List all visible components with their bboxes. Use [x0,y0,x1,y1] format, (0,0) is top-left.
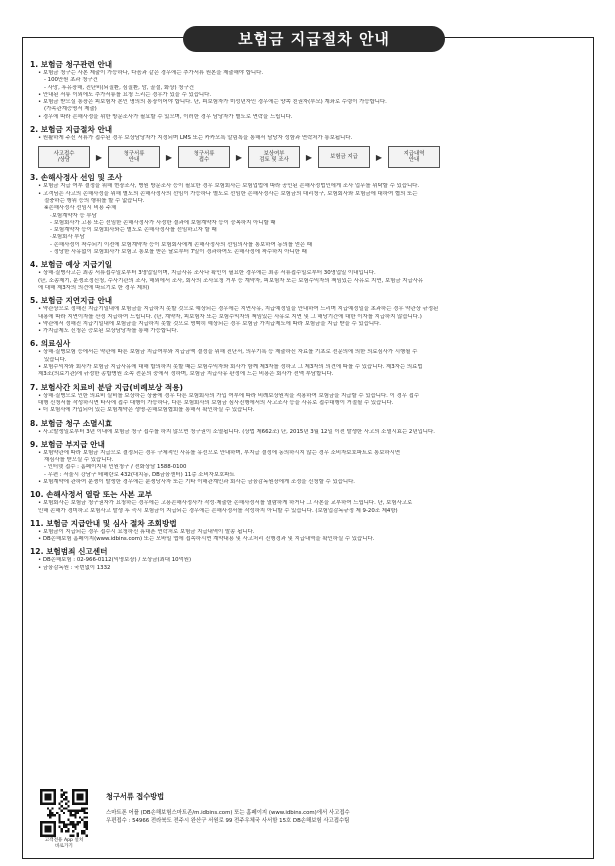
section-8 [30,419,588,436]
text-line: • DB손해보험 홈페이지(www.idbins.com) 또는 모바일 앱에 접속하시면 계약내용 및 사고처리 진행경과 및 지급내역을 확인하실 수 있습니다. [38,536,375,543]
text-line: - 손해사정이 착수되기 이전에 보험계약자 등이 보험회사에게 손해사정사의 선임의사를 통보하여 동의를 얻은 때 [50,241,313,248]
section-body [30,450,588,486]
section-body [30,429,588,436]
section-title: 1. 보험금 청구관련 안내 [30,60,113,69]
arrow-right-icon: ▶ [165,152,173,162]
footer-line-app: 스마트폰 어플 (DB손해보험스마트존/m.idbins.com) 또는 홈페이지 (www.idbins.com)에서 사고접수 [106,810,350,816]
section-title: 8. 보험금 청구 소멸시효 [30,418,113,428]
arrow-right-icon: ▶ [95,152,103,162]
section-11 [30,519,588,544]
flow-step-label: /상담 [57,157,71,164]
text-line: 제3조(의료기관)에 규정한 종합병원 소속 전문의 중에서 정하며, 보험금 지급사유 판정에 드는 비용은 회사가 전액 부담합니다. [38,371,334,378]
qr-code-icon[interactable] [40,789,88,837]
text-line: • 보험금 청구는 사본 제출이 가능하나, 다음과 같은 경우에는 추가서류 원본을 제출해야 합니다. [38,70,264,76]
text-line: ·보험계약자 등 부담 [50,212,97,219]
text-line: • 보험회사는 보험금 청구권자가 요청하는 경우에는 고용손해사정사가 작성·제출한 손해사정서를 열람하게 하거나 그 사본을 교부하여 드립니다. 단, 보험사고로 [38,500,413,507]
text-line: 인해 손해가 경미하고 보험사고 발생 후 즉시 보험금이 지급되는 경우에는 손해사정서를 작성하지 아니할 수 있습니다. (보험업감독규정 제 9-20조 제4항) [38,507,398,514]
text-line: 있습니다. [44,356,67,363]
text-line: 절충하는 행위 등의 행위를 할 수 없습니다. [44,197,145,204]
text-line: • 안내된 서류 이외에도 추가서류를 요청 드리는 경우가 있을 수 있습니다. [38,91,212,98]
flow-step-label: 청구서류 [193,150,215,157]
text-line: • 사고발생일로부터 3년 이내에 보험금 청구 접수를 하지 않으면 청구권이 소멸됩니다. (상법 제662조) 단, 2015년 3월 12일 이전 발생한 사고의 소멸시효는 2년입니다. [38,428,435,435]
text-line: • 보험금 받으실 통장은 피보험자 본인 명의의 통장이어야 합니다. 단, 피보험자가 미성년자인 경우에는 양쪽 친권자(부모) 계좌로 수령이 가능합니다. [38,99,387,106]
section-1 [30,60,588,121]
text-line: • 가지급제도 신청은 증보된 보상담당자를 통해 가능합니다. [38,328,179,335]
flow-step-label: 지급내역 [403,150,425,157]
flow-step [38,146,90,168]
section-body [30,500,588,515]
arrow-right-icon: ▶ [305,152,313,162]
section-body [30,349,588,378]
section-title: 6. 의료심사 [30,339,71,349]
text-line: - 사망, 후유장해, 진단비(뇌질환, 심질환, 암, 골절, 화상) 청구건 [44,84,194,91]
section-2 [30,125,588,169]
text-line: - 우편 : 서울시 강남구 테헤란로 432(대치동, DB금융센터) 11층 소비자보호파트 [44,471,235,478]
content-area [30,60,588,576]
text-line: • 보험금이 지급되는 경우 접수시 요청하신 휴대폰 연락처로 보험금 지급내역이 발송 됩니다. [38,528,255,535]
section-body [30,306,588,335]
text-line: • 금융감독원 : 국번없이 1332 [38,564,111,571]
text-line: • 더 보험사에 가입되어 있는 보험계약은 생명·손해보험협회를 통해서 확인하실 수 있습니다. [38,407,255,414]
section-body [30,557,588,572]
text-line: • 보험수익자와 회사가 보험금 지급사유에 대해 합의하지 못할 때는 보험수익자와 회사가 함께 제3자를 정하고 그 제3자의 의견에 따를 수 있습니다. 제3자는 의료법 [38,364,423,371]
text-line: • 경우에 따라 손해사정을 위한 방문조사가 필요할 수 있으며, 이러한 경우 담당자가 별도로 연락을 드립니다. [38,113,293,120]
flow-step [388,146,440,168]
section-body [30,529,588,544]
flow-step [108,146,160,168]
section-3 [30,173,588,256]
flow-step-label: 사고접수 [53,150,75,157]
flow-step-label: 청구서류 [123,150,145,157]
flow-step-label: 안내 [128,157,140,164]
text-line: 대행 신청서를 작성하시면 타사에 접수 대행이 가능하나, 다른 보험회사의 보험금 심사진행에서의 사고조사 등을 사유로 접수대행이 거절될 수 있습니다. [38,399,394,406]
footer-title: 청구서류 접수방법 [106,792,165,801]
section-title: 7. 보험사간 치료비 분담 지급(비례보상 적용) [30,382,184,392]
text-line: • 약관에서 정해진 지급기일내에 보험금을 지급하지 못할 것으로 명백히 예상되는 경우 보험금 가지급제도에 따라 보험금을 지급 받을 수 있습니다. [38,320,381,327]
flow-step [248,146,300,168]
text-line: • 상해·질병보험 등에서는 약관에 따른 보험금 지급여부와 지급금액 결정을 위해 진단서, 의무기록 등 제출하신 자료를 기초로 전문의에 의한 의료심사가 시행될 수 [38,349,418,356]
qr-caption-line-1: 고객전용 App 설치 [44,838,84,843]
arrow-right-icon: ▶ [235,152,243,162]
section-title: 3. 손해사정사 선임 및 조사 [30,173,123,183]
section-body [30,70,588,121]
text-line: ※손해사정사 선임시 비용 주체 [44,205,117,212]
flow-step-label: 검토 및 조사 [259,157,289,164]
section-9 [30,440,588,486]
text-line: • 보험금 지급 여부 결정을 위해 현장조사, 병원 방문조사 등이 필요한 경우 보험회사는 보험업법에 따라 공인된 손해사정법인에게 조사 업무를 위탁할 수 있습니다. [38,183,420,190]
section-body [30,270,588,292]
flow-step-label: 접수 [198,157,210,164]
footer-line-mail: 우편접수 : 54966 전라북도 전주시 완산구 서원로 99 전주우체국 사서함 15호 DB손해보험 사고접수팀 [106,818,350,824]
text-line: • 보험계약에 관하여 분쟁이 발생한 경우에는 분쟁당사자 또는 기타 이해관계인과 회사는 금융감독원장에게 조정을 신청할 수 있습니다. [38,478,356,485]
text-line: ·보험회사 부담 [50,234,85,241]
flow-step [318,146,370,168]
section-title: 2. 보험금 지급절차 안내 [30,125,113,135]
text-line: • DB손해보험 : 02-966-0112(익명보장) / 포상금(최대 10억원) [38,557,192,564]
text-line: • 보험약관에 따라 보험금 지급으로 결정되는 경우 구체적인 사유를 유선으로 안내하며, 부지급 결정에 동의하시지 않는 경우 소비자보호파트로 통보하시면 [38,449,401,456]
section-title: 12. 보험범죄 신고센터 [30,547,108,557]
text-line: • 상해·질병으로 인한 의료비 실비를 보상하는 상품에 경우 다른 보험회사의 가입 여부에 따라 비례보상원칙을 적용하여 보험금을 지급할 수 있습니다. 이 경우 접수 [38,392,420,399]
section-body [30,183,588,256]
flow-step-label: 보상여부 [263,150,285,157]
section-body [30,393,588,415]
section-4 [30,260,588,292]
section-body [30,135,588,142]
section-title: 10. 손해사정서 열람 또는 사본 교부 [30,490,153,500]
text-line: - 보험계약자 등이 보험회사와는 별도로 손해사정사를 선임하고자 할 때 [50,227,217,234]
text-line: - 정당한 사유없이 보험회사가 보험고 통보를 받은 날로부터 7일이 경과하여도 손해사정에 착수하지 아니한 때 [50,249,307,256]
text-line: • 고객님은 사고의 손해사정을 위해 별도의 손해사정사의 선임이 가능하나 별도로 선임한 손해사정사는 보험금의 대리청구, 보험회사와 보험금에 대하여 협의 또는 [38,190,418,197]
flow-step-label: 보험금 지급 [330,153,358,160]
flow-step-label: 안내 [408,157,420,164]
section-title: 9. 보험금 부지급 안내 [30,439,105,449]
text-line: (단, 소송제기, 분쟁조정신청, 수사기관의 조사, 해외에서 조사, 회사의 조사요청 거부 등 계약자, 피보험자 또는 보험수익자의 책임있는 사유로 지연, 보험금 지급사유 [38,277,424,284]
section-12 [30,547,588,572]
text-line: (가족관계증명서 제출) [44,106,97,113]
text-line: - 인터넷 접수 : 홈페이지내 민원청구 / 전화상담 1588-0100 [44,464,187,471]
section-title: 4. 보험금 예상 지급기일 [30,260,113,270]
qr-caption-line-2: 바로가기 [55,843,73,849]
section-title: 11. 보험금 지급안내 및 심사 절차 조회방법 [30,518,177,528]
text-line: 내용에 따라 지연이자를 산정 지급하여 드립니다. (단, 계약자, 피보험자 또는 보험수익자의 책임있는 사유로 지연 및 그 해당기간에 대한 이자를 지급하지 않습니다.) [38,313,422,320]
flow-step [178,146,230,168]
section-5 [30,296,588,335]
process-flow [38,145,588,169]
text-line: - 100만원 초과 청구건 [44,77,98,84]
text-line: • 상해·질병사고는 최종 서류접수일로부터 3영업일이며, 지급사유 조사나 확인이 필요한 경우에는 최종 서류접수일로부터 30영업일 이내입니다. [38,270,376,277]
page-title: 보험금 지급절차 안내 [183,26,445,52]
text-line: 에 대해 제3자의 의견에 따르기로 한 경우 제외) [38,284,150,291]
text-line: 재심사를 받으실 수 있습니다. [44,457,114,464]
section-6 [30,339,588,378]
section-title: 5. 보험금 지연지급 안내 [30,296,113,306]
arrow-right-icon: ▶ [375,152,383,162]
text-line: - 보험회사가 고용 또는 선임한 손해사정사가 사정한 결과에 보험계약자 등이 승복하지 아니할 때 [50,219,276,226]
section-7 [30,383,588,415]
qr-caption [40,838,88,849]
text-line: • 원활하게 주신 서류가 접수된 경우 보상담당자가 지정되며 LMS 또는 카카오톡 알림톡을 통해서 담당자 성함과 연락처가 통보됩니다. [38,135,353,142]
text-line: • 약관상으로 정해진 지급기일내에 보험금을 지급하지 못할 것으로 예상되는 경우에는 지연사유, 지급예정일을 안내하여 드리며 지급예정일을 초과하는 경우 약관상 규정된 [38,306,439,313]
section-10 [30,490,588,515]
footer [40,784,588,854]
